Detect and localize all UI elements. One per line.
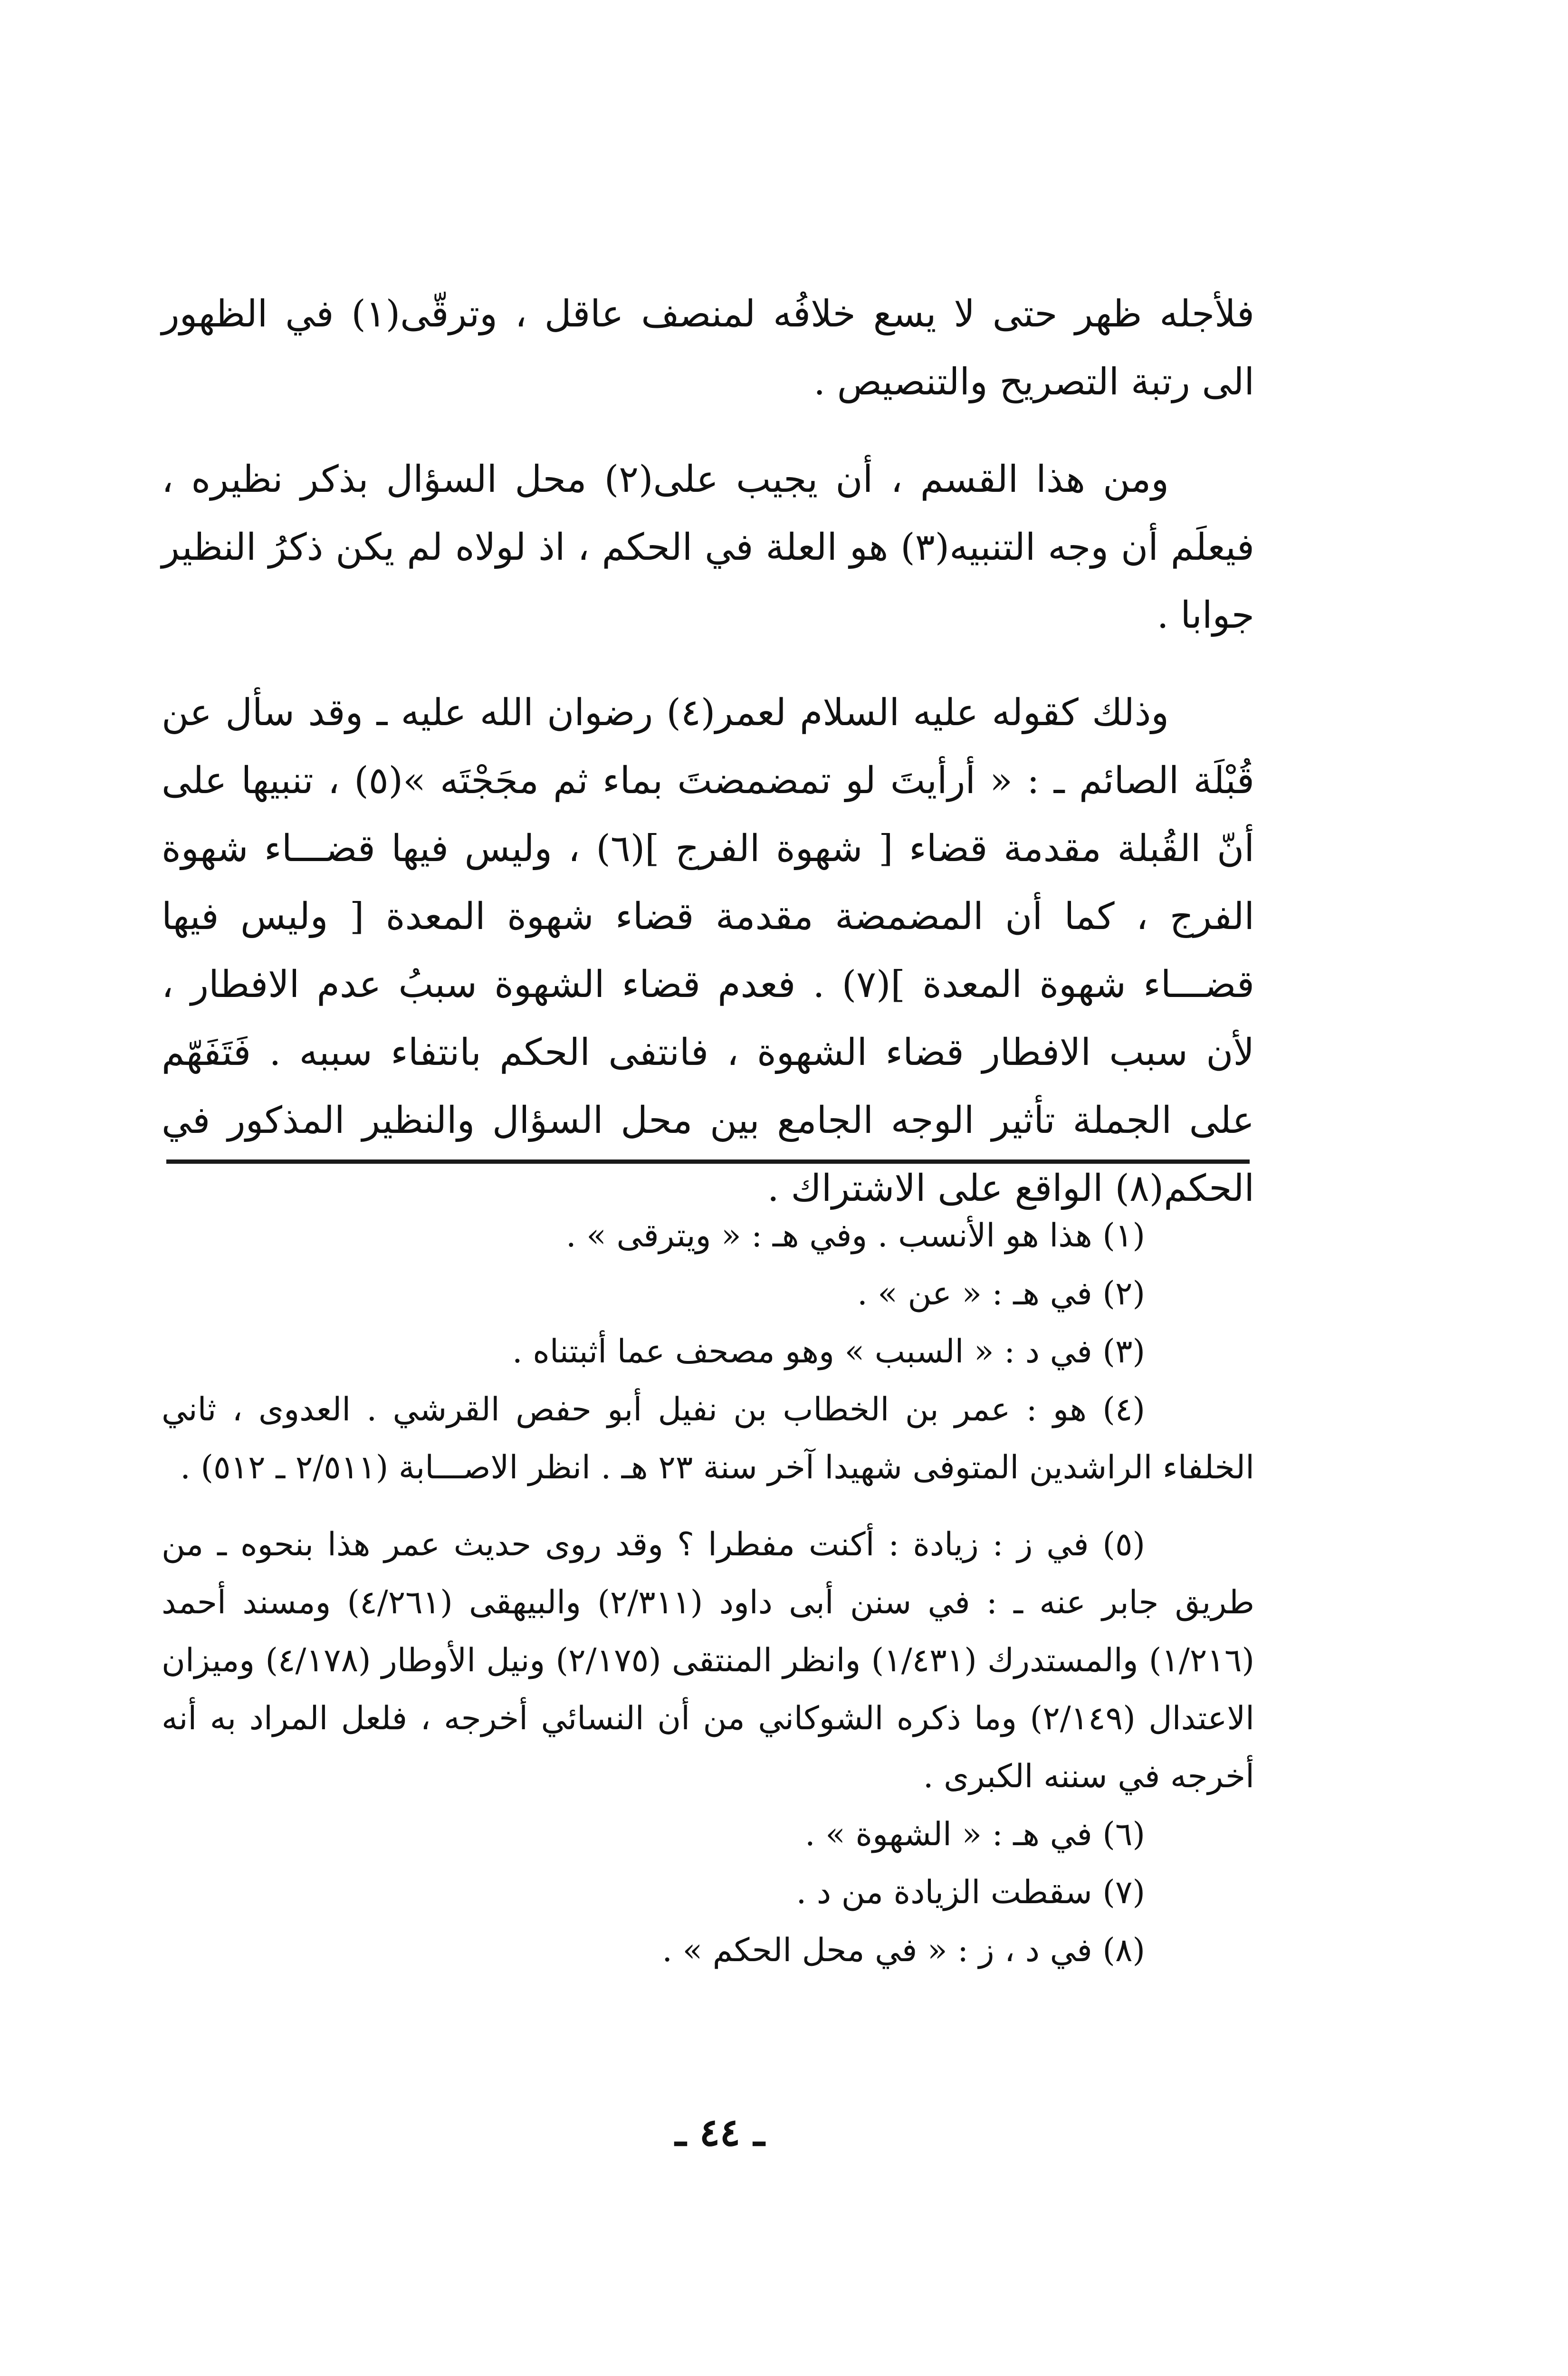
footnote-8: (٨) في د ، ز : « في محل الحكم » . <box>662 1932 1145 1969</box>
footnotes <box>162 1207 1254 1980</box>
paragraph-3: وذلك كقوله عليه السلام لعمر(٤) رضوان الله عليه ـ وقد سأل عن قُبْلَة الصائم ـ : « أرأيتَ لو تمضمضتَ بماء ثم مجَجْتَه »(٥) ، تنبيها على أنّ القُبلة مقدمة قضاء [ شهوة الفرج ](٦) ، وليس فيها قضـــاء شهوة الفرج ، كما أن المضمضة مقدمة قضاء شهوة المعدة [ وليس فيها قضـــاء شهوة المعدة ](٧) . فعدم قضاء الشهوة سببُ عدم الافطار ، لأن سبب الافطار قضاء الشهوة ، فانتفى الحكم بانتفاء سببه . فَتَفَهّم على الجملة تأثير الوجه الجامع بين محل السؤال والنظير المذكور في الحكم(٨) الواقع على الاشتراك . <box>162 691 1254 1210</box>
page-number: ـ ٤٤ ـ <box>675 2110 765 2155</box>
footnote-3: (٣) في د : « السبب » وهو مصحف عما أثبتناه . <box>512 1333 1145 1370</box>
paragraph-2: ومن هذا القسم ، أن يجيب على(٢) محل السؤال بذكر نظيره ، فيعلَم أن وجه التنبيه(٣) هو العلة في الحكم ، اذ لولاه لم يكن ذكرُ النظير جوابا . <box>162 458 1254 637</box>
paragraph-1: فلأجله ظهر حتى لا يسع خلافُه لمنصف عاقل ، وترقّى(١) في الظهور الى رتبة التصريح والتنصيص . <box>162 293 1254 403</box>
footnote-2: (٢) في هـ : « عن » . <box>857 1275 1145 1313</box>
footnote-4: (٤) هو : عمر بن الخطاب بن نفيل أبو حفص القرشي . العدوى ، ثاني الخلفاء الراشدين المتوفى شهيدا آخر سنة ٢٣ هـ . انظر الاصـــابة (٢/٥١١ ـ ٥١٢) . <box>162 1391 1254 1486</box>
footnote-1: (١) هذا هو الأنسب . وفي هـ : « ويترقى » . <box>566 1217 1145 1255</box>
footnote-5: (٥) في ز : زيادة : أكنت مفطرا ؟ وقد روى حديث عمر هذا بنحوه ـ من طريق جابر عنه ـ : في سنن أبى داود (٢/٣١١) والبيهقى (٤/٢٦١) ومسند أحمد (١/٢١٦) والمستدرك (١/٤٣١) وانظر المنتقى (٢/١٧٥) ونيل الأوطار (٤/١٧٨) وميزان الاعتدال (٢/١٤٩) وما ذكره الشوكاني من أن النسائي أخرجه ، فلعل المراد به أنه أخرجه في سننه الكبرى . <box>162 1526 1255 1795</box>
footnote-7: (٧) سقطت الزيادة من د . <box>796 1874 1145 1911</box>
footnote-divider <box>166 1159 1250 1164</box>
main-text <box>162 280 1254 1252</box>
footnote-6: (٦) في هـ : « الشهوة » . <box>805 1816 1145 1853</box>
